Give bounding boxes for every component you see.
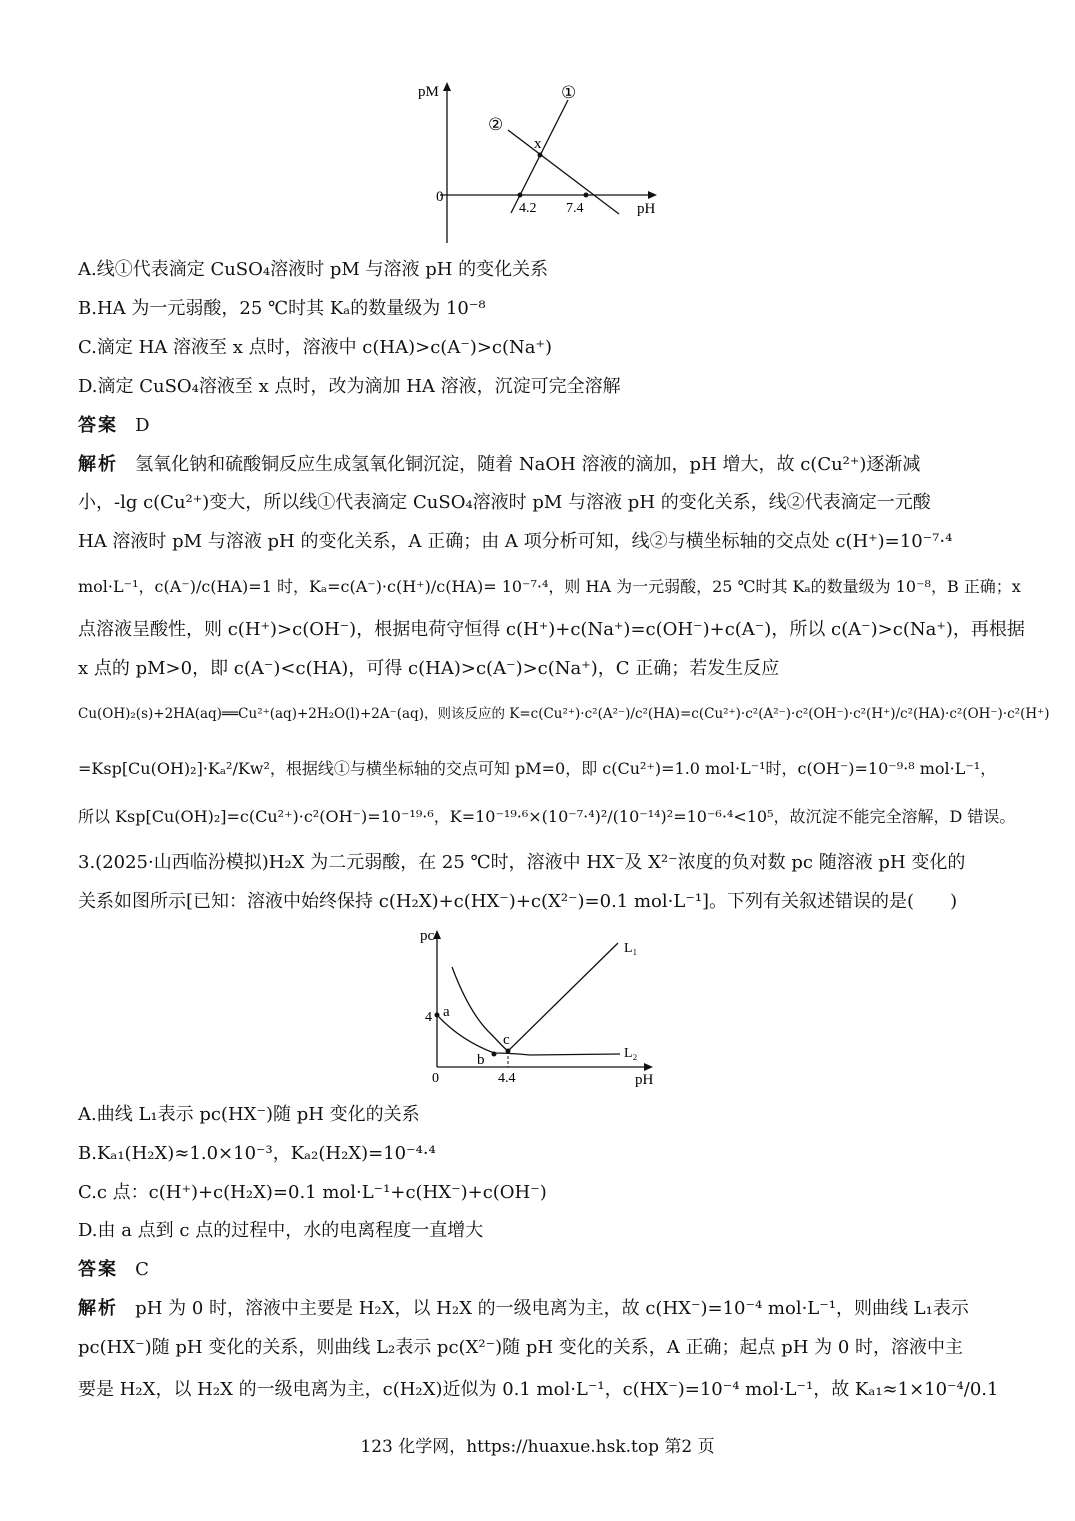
analysis-label: 解析 <box>78 1298 118 1319</box>
analysis-text: 氢氧化钠和硫酸铜反应生成氢氧化铜沉淀，随着 NaOH 溶液的滴加，pH 增大，故 c(Cu²⁺)逐渐减 <box>135 454 921 475</box>
answer-label: 答案 <box>78 415 118 436</box>
point-c <box>506 1049 511 1054</box>
origin-label: 0 <box>432 1071 439 1086</box>
point-a-label: a <box>443 1004 450 1020</box>
q3-answer <box>78 1258 149 1282</box>
analysis-text: pH 为 0 时，溶液中主要是 H₂X，以 H₂X 的一级电离为主，故 c(HX⁻)=10⁻⁴ mol·L⁻¹，则曲线 L₁表示 <box>135 1298 969 1319</box>
q2-analysis-line-6: x 点的 pM>0，即 c(A⁻)<c(HA)，可得 c(HA)>c(A⁻)>c(Na⁺)，C 正确；若发生反应 <box>78 658 780 679</box>
q3-analysis-line-2: pc(HX⁻)随 pH 变化的关系，则曲线 L₂表示 pc(X²⁻)随 pH 变化的关系，A 正确；起点 pH 为 0 时，溶液中主 <box>78 1337 964 1358</box>
point-x <box>538 153 543 158</box>
point-b-label: b <box>477 1052 485 1068</box>
q2-analysis-line-5: 点溶液呈酸性，则 c(H⁺)>c(OH⁻)，根据电荷守恒得 c(H⁺)+c(Na⁺)=c(OH⁻)+c(A⁻)，所以 c(A⁻)>c(Na⁺)，再根据 <box>78 619 1025 640</box>
x-axis-label: pH <box>637 201 656 217</box>
q2-option-c: C.滴定 HA 溶液至 x 点时，溶液中 c(HA)>c(A⁻)>c(Na⁺) <box>78 337 553 358</box>
q2-option-b: B.HA 为一元弱酸，25 ℃时其 Kₐ的数量级为 10⁻⁸ <box>78 298 486 319</box>
q2-analysis-line-8: =Ksp[Cu(OH)₂]·Kₐ²/Kw²，根据线①与横坐标轴的交点可知 pM=0，即 c(Cu²⁺)=1.0 mol·L⁻¹时，c(OH⁻)=10⁻⁹·⁸ mol·L⁻¹， <box>78 759 997 778</box>
curve-l2 <box>437 1015 620 1055</box>
q2-analysis-line-7: Cu(OH)₂(s)+2HA(aq)══Cu²⁺(aq)+2H₂O(l)+2A⁻(aq)，则该反应的 K=c(Cu²⁺)·c²(A²⁻)/c²(HA)=c(Cu²⁺)·c²(A²⁻)·c²(OH⁻)·c²(H⁺)/c²(HA)·c²(OH⁻)·c²(H⁺) <box>78 706 1050 722</box>
q3-option-a: A.曲线 L₁表示 pc(HX⁻)随 pH 变化的关系 <box>78 1104 420 1125</box>
axes <box>440 82 657 243</box>
q2-analysis-line-4: mol·L⁻¹，c(A⁻)/c(HA)=1 时，Kₐ=c(A⁻)·c(H⁺)/c(HA)= 10⁻⁷·⁴，则 HA 为一元弱酸，25 ℃时其 Kₐ的数量级为 10⁻⁸，B 正确；x <box>78 577 1021 596</box>
q2-analysis-line-2: 小，-lg c(Cu²⁺)变大，所以线①代表滴定 CuSO₄溶液时 pM 与溶液 pH 的变化关系，线②代表滴定一元酸 <box>78 492 931 513</box>
answer-value: C <box>135 1259 149 1280</box>
q2-analysis-line-3: HA 溶液时 pM 与溶液 pH 的变化关系，A 正确；由 A 项分析可知，线②与横坐标轴的交点处 c(H⁺)=10⁻⁷·⁴ <box>78 531 953 552</box>
q3-option-b: B.Kₐ₁(H₂X)≈1.0×10⁻³，Kₐ₂(H₂X)=10⁻⁴·⁴ <box>78 1143 436 1164</box>
q3-option-c: C.c 点：c(H⁺)+c(H₂X)=0.1 mol·L⁻¹+c(HX⁻)+c(OH⁻) <box>78 1182 547 1203</box>
q2-analysis-line-9: 所以 Ksp[Cu(OH)₂]=c(Cu²⁺)·c²(OH⁻)=10⁻¹⁹·⁶，K=10⁻¹⁹·⁶×(10⁻⁷·⁴)²/(10⁻¹⁴)²=10⁻⁶·⁴<10⁵，故沉淀不能完全溶解，D 错误。 <box>78 807 1016 826</box>
point-c-label: c <box>503 1032 510 1048</box>
q2-option-a: A.线①代表滴定 CuSO₄溶液时 pM 与溶液 pH 的变化关系 <box>78 259 549 280</box>
q3-stem-line-1: 3.(2025·山西临汾模拟)H₂X 为二元弱酸，在 25 ℃时，溶液中 HX⁻及 X²⁻浓度的负对数 pc 随溶液 pH 变化的 <box>78 852 966 873</box>
point-7-4 <box>584 193 589 198</box>
line-1-label: ① <box>561 83 577 102</box>
x-tick-4-4: 4.4 <box>498 1071 516 1086</box>
q2-answer <box>78 414 150 438</box>
y-axis-label: pM <box>418 84 439 100</box>
point-a <box>435 1013 440 1018</box>
axes <box>433 930 653 1071</box>
line-2-label: ② <box>488 115 504 134</box>
q3-analysis-line-3: 要是 H₂X，以 H₂X 的一级电离为主，c(H₂X)近似为 0.1 mol·L⁻¹，c(HX⁻)=10⁻⁴ mol·L⁻¹，故 Kₐ₁≈1×10⁻⁴/0.1 <box>78 1379 999 1400</box>
answer-value: D <box>135 415 150 436</box>
figure-1-ph-pm-graph <box>410 78 670 248</box>
q3-option-d: D.由 a 点到 c 点的过程中，水的电离程度一直增大 <box>78 1220 484 1241</box>
figure-2-pc-ph-graph <box>410 925 670 1090</box>
y-axis-label: pc <box>420 928 435 944</box>
q3-analysis-line-1 <box>78 1297 969 1321</box>
x-axis-label: pH <box>635 1072 654 1088</box>
curve-l1-label: L₁ <box>624 941 638 956</box>
point-b <box>492 1052 497 1057</box>
origin-label: 0 <box>436 189 444 205</box>
analysis-label: 解析 <box>78 454 118 475</box>
page-footer: 123 化学网，https://huaxue.hsk.top 第2 页 <box>360 1437 715 1457</box>
curve-l2-label: L₂ <box>624 1046 638 1061</box>
answer-label: 答案 <box>78 1259 118 1280</box>
point-4-2 <box>518 193 523 198</box>
q3-stem-line-2: 关系如图所示[已知：溶液中始终保持 c(H₂X)+c(HX⁻)+c(X²⁻)=0.1 mol·L⁻¹]。下列有关叙述错误的是( ) <box>78 891 958 912</box>
q2-option-d: D.滴定 CuSO₄溶液至 x 点时，改为滴加 HA 溶液，沉淀可完全溶解 <box>78 376 621 397</box>
q2-analysis-line-1 <box>78 453 920 477</box>
point-x-label: x <box>534 136 542 152</box>
y-tick-4: 4 <box>425 1010 432 1025</box>
curve-l1 <box>452 943 618 1051</box>
tick-4-2: 4.2 <box>519 201 537 216</box>
tick-7-4: 7.4 <box>566 201 584 216</box>
